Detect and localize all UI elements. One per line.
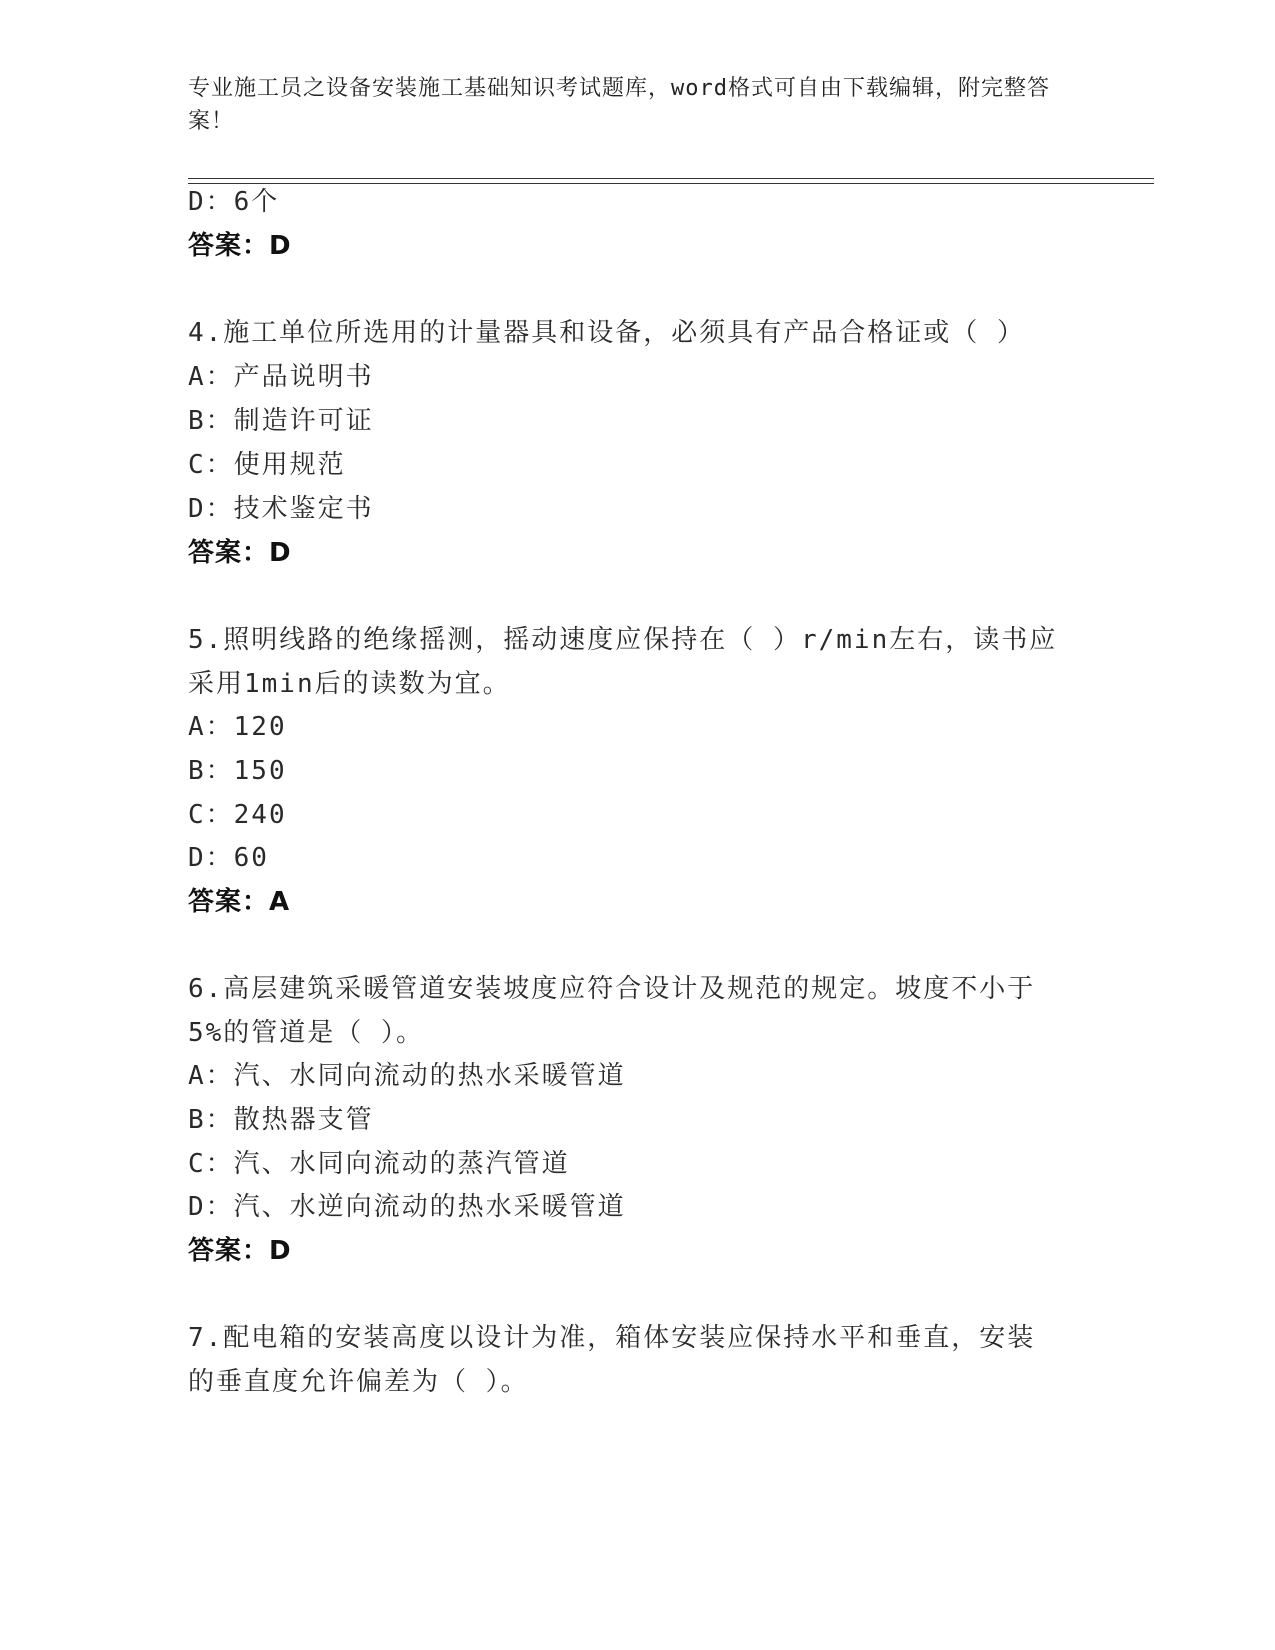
q5-answer: 答案：A [188, 887, 291, 917]
document-header: 专业施工员之设备安装施工基础知识考试题库，word格式可自由下载编辑，附完整答案！ [188, 76, 1050, 134]
q5-option-d: D：60 [188, 843, 269, 873]
q6-stem-line2: 5%的管道是（ ）。 [188, 1018, 424, 1048]
q6-option-a: A：汽、水同向流动的热水采暖管道 [188, 1061, 626, 1091]
q6-answer: 答案：D [188, 1236, 292, 1266]
q6-stem-line1: 6.高层建筑采暖管道安装坡度应符合设计及规范的规定。坡度不小于 [188, 974, 1036, 1004]
q7-stem-line2: 的垂直度允许偏差为（ ）。 [188, 1367, 529, 1397]
q5-stem-line1: 5.照明线路的绝缘摇测，摇动速度应保持在（ ）r/min左右，读书应 [188, 625, 1058, 655]
q5-option-a: A：120 [188, 712, 287, 742]
q4-option-d: D：技术鉴定书 [188, 494, 374, 524]
q4-answer: 答案：D [188, 538, 292, 568]
q5-option-c: C：240 [188, 800, 287, 830]
q4-option-b: B：制造许可证 [188, 406, 374, 436]
q4-option-a: A：产品说明书 [188, 362, 374, 392]
q5-option-b: B：150 [188, 756, 287, 786]
q4-option-c: C：使用规范 [188, 450, 346, 480]
header-divider-top [188, 178, 1154, 179]
header-divider-bottom [188, 183, 1154, 184]
q7-stem-line1: 7.配电箱的安装高度以设计为准，箱体安装应保持水平和垂直，安装 [188, 1323, 1036, 1353]
q4-stem: 4.施工单位所选用的计量器具和设备，必须具有产品合格证或（ ） [188, 318, 1025, 348]
q6-option-c: C：汽、水同向流动的蒸汽管道 [188, 1149, 570, 1179]
q6-option-b: B：散热器支管 [188, 1105, 374, 1135]
q3-answer: 答案：D [188, 231, 292, 261]
q6-option-d: D：汽、水逆向流动的热水采暖管道 [188, 1192, 626, 1222]
q3-option-d: D：6个 [188, 187, 280, 217]
q5-stem-line2: 采用1min后的读数为宜。 [188, 669, 511, 699]
